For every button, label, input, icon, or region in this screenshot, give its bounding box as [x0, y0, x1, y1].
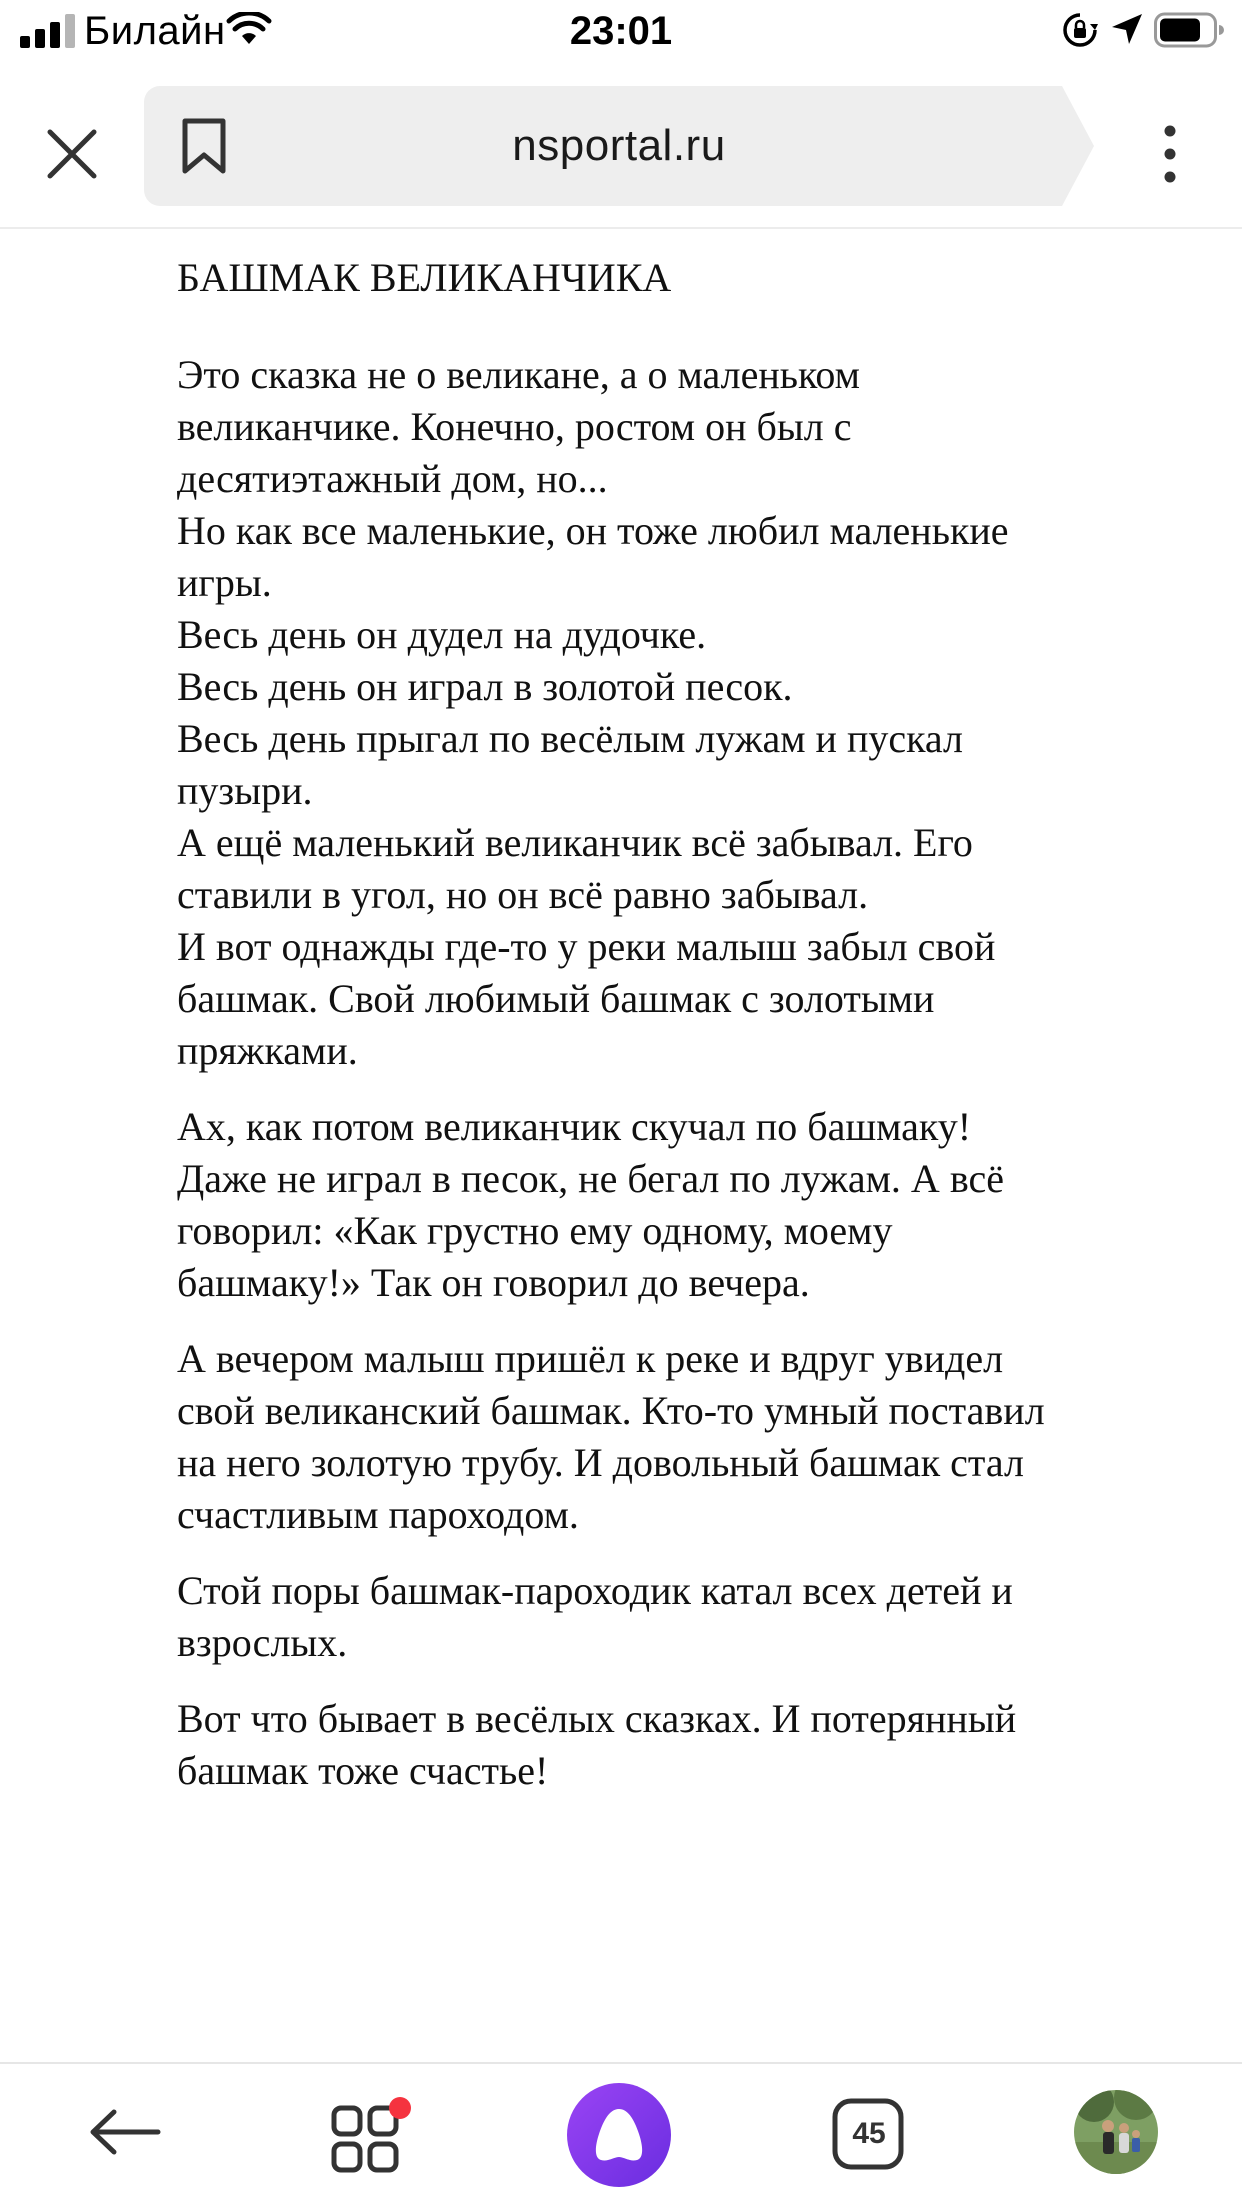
bookmark-icon: [181, 117, 227, 175]
text-line: А ещё маленький великанчик всё забывал. Его: [177, 820, 973, 865]
text-line: Стой поры башмак-пароходик катал всех детей и: [177, 1568, 1013, 1613]
close-button[interactable]: [36, 118, 108, 190]
text-line: Это сказка не о великане, а о маленьком: [177, 352, 860, 397]
text-line: А вечером малыш пришёл к реке и вдруг увидел: [177, 1336, 1004, 1381]
close-icon: [46, 128, 98, 180]
notification-dot: [389, 2097, 411, 2119]
menu-button[interactable]: [1140, 112, 1200, 196]
text-line: пузыри.: [177, 768, 313, 813]
text-line: говорил: «Как грустно ему одному, моему: [177, 1208, 893, 1253]
battery-icon: [1154, 12, 1224, 48]
address-bar[interactable]: [144, 86, 1094, 206]
bookmark-button[interactable]: [174, 114, 234, 178]
browser-toolbar: [0, 78, 1242, 228]
apps-grid-icon: [330, 2094, 420, 2176]
text-line: Но как все маленькие, он тоже любил маленькие: [177, 508, 1009, 553]
back-button[interactable]: [80, 2102, 170, 2162]
text-line: Вот что бывает в весёлых сказках. И потерянный: [177, 1696, 1017, 1741]
rotation-lock-icon: [1062, 12, 1098, 48]
text-line: башмаку!» Так он говорил до вечера.: [177, 1260, 810, 1305]
text-line: Весь день прыгал по весёлым лужам и пускал: [177, 716, 963, 761]
toolbar-divider: [0, 227, 1242, 229]
tabs-count: 45: [852, 2117, 886, 2150]
alice-assistant-icon: [566, 2082, 672, 2188]
profile-button[interactable]: [1070, 2086, 1162, 2178]
text-line: Даже не играл в песок, не бегал по лужам. А всё: [177, 1156, 1004, 1201]
article-paragraph: [177, 1101, 1197, 1309]
carrier-name: Билайн: [84, 9, 226, 53]
article-paragraph: [177, 1693, 1197, 1797]
text-line: десятиэтажный дом, но...: [177, 456, 608, 501]
text-line: пряжками.: [177, 1028, 358, 1073]
text-line: башмак. Свой любимый башмак с золотыми: [177, 976, 935, 1021]
avatar: [1074, 2090, 1158, 2174]
more-vertical-icon: [1163, 124, 1177, 184]
article-paragraph: [177, 1333, 1197, 1541]
text-line: И вот однажды где-то у реки малыш забыл свой: [177, 924, 996, 969]
text-line: Весь день он играл в золотой песок.: [177, 664, 793, 709]
article-title: БАШМАК ВЕЛИКАНЧИКА: [177, 255, 672, 300]
text-line: взрослых.: [177, 1620, 348, 1665]
text-line: великанчике. Конечно, ростом он был с: [177, 404, 852, 449]
text-line: Ах, как потом великанчик скучал по башмаку!: [177, 1104, 972, 1149]
status-time: 23:01: [569, 9, 673, 53]
article-paragraph: [177, 1565, 1197, 1669]
text-line: счастливым пароходом.: [177, 1492, 579, 1537]
text-line: игры.: [177, 560, 272, 605]
status-bar: [0, 0, 1242, 64]
bottom-navigation-bar: [0, 2064, 1242, 2208]
tabs-button[interactable]: [826, 2096, 908, 2172]
text-line: на него золотую трубу. И довольный башмак стал: [177, 1440, 1024, 1485]
text-line: башмак тоже счастье!: [177, 1748, 549, 1793]
article-paragraph: [177, 349, 1197, 1077]
text-line: ставили в угол, но он всё равно забывал.: [177, 872, 869, 917]
text-line: Весь день он дудел на дудочке.: [177, 612, 707, 657]
alice-assistant-button[interactable]: [566, 2082, 672, 2188]
article-content: [177, 230, 1197, 1797]
apps-button[interactable]: [330, 2094, 420, 2176]
text-line: свой великанский башмак. Кто-то умный поставил: [177, 1388, 1045, 1433]
arrow-left-icon: [88, 2107, 162, 2157]
location-arrow-icon: [1110, 12, 1144, 46]
address-domain: nsportal.ru: [512, 121, 726, 170]
